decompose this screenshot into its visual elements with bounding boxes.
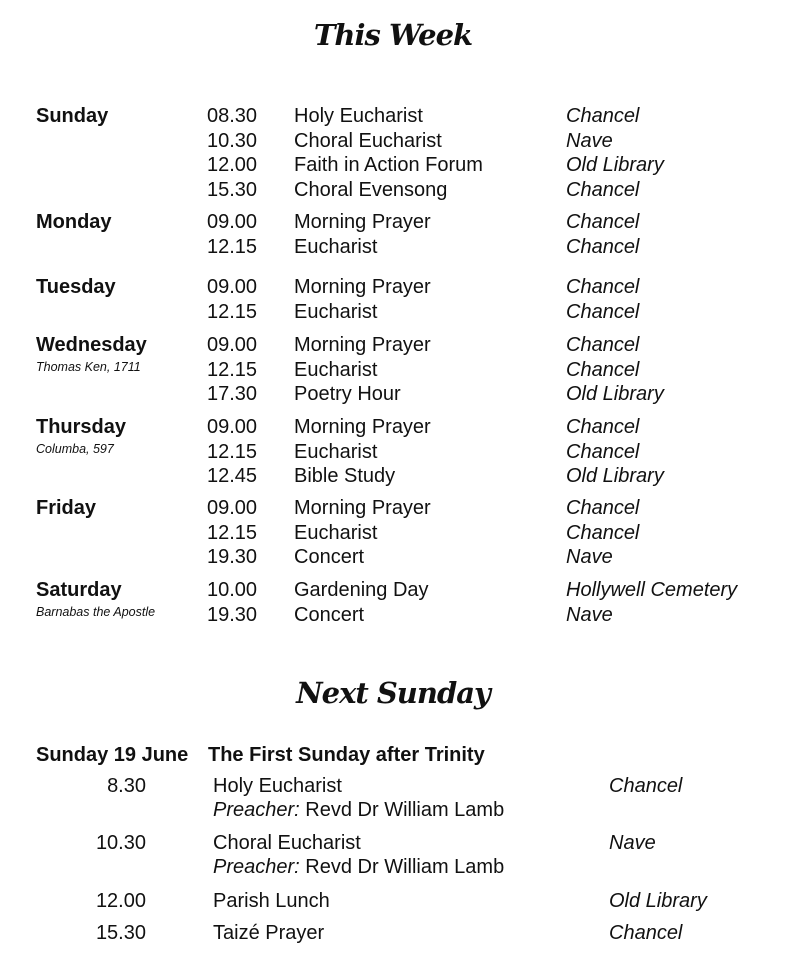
event-service: Eucharist bbox=[294, 235, 378, 258]
event-time: 12.15 bbox=[207, 521, 258, 544]
event-time: 12.45 bbox=[207, 465, 258, 487]
next-event-preacher bbox=[213, 855, 504, 879]
event-service: Morning Prayer bbox=[294, 334, 431, 356]
this-week-title: This Week bbox=[313, 18, 473, 52]
event-time: 09.00 bbox=[207, 416, 258, 438]
event-location: Chancel bbox=[566, 211, 640, 233]
event-location: Chancel bbox=[566, 497, 640, 519]
event-service: Poetry Hour bbox=[294, 383, 401, 405]
day-label: Wednesday bbox=[36, 334, 147, 356]
next-event-location: Chancel bbox=[609, 922, 683, 944]
event-service: Faith in Action Forum bbox=[294, 154, 483, 176]
event-time: 12.15 bbox=[207, 358, 258, 381]
event-time: 12.15 bbox=[207, 235, 258, 258]
next-event-service: Holy Eucharist bbox=[213, 775, 342, 797]
event-time: 09.00 bbox=[207, 497, 258, 519]
event-time: 12.00 bbox=[207, 154, 258, 176]
event-location: Hollywell Cemetery bbox=[566, 579, 738, 601]
event-location: Old Library bbox=[566, 154, 664, 176]
day-commemoration: Barnabas the Apostle bbox=[36, 605, 156, 619]
event-time: 19.30 bbox=[207, 546, 258, 568]
next-event-preacher bbox=[213, 798, 504, 822]
event-service: Eucharist bbox=[294, 358, 378, 381]
event-location: Old Library bbox=[566, 383, 664, 405]
next-sunday-name: The First Sunday after Trinity bbox=[208, 744, 485, 766]
day-label: Friday bbox=[36, 497, 97, 519]
event-service: Eucharist bbox=[294, 440, 378, 463]
preacher-label: Preacher: bbox=[213, 856, 300, 878]
next-sunday-date: Sunday 19 June bbox=[36, 744, 189, 766]
event-location: Nave bbox=[566, 546, 613, 568]
event-time: 08.30 bbox=[207, 105, 258, 127]
event-service: Eucharist bbox=[294, 521, 378, 544]
next-event-location: Nave bbox=[609, 832, 656, 854]
event-location: Chancel bbox=[566, 440, 640, 463]
event-time: 09.00 bbox=[207, 211, 258, 233]
event-time: 12.15 bbox=[207, 440, 258, 463]
event-service: Morning Prayer bbox=[294, 211, 431, 233]
event-location: Chancel bbox=[566, 235, 640, 258]
event-location: Chancel bbox=[566, 276, 640, 298]
next-event-service: Choral Eucharist bbox=[213, 832, 361, 854]
day-label: Monday bbox=[36, 211, 112, 233]
preacher-name: Revd Dr William Lamb bbox=[305, 799, 505, 821]
day-label: Tuesday bbox=[36, 276, 116, 298]
preacher-label: Preacher: bbox=[213, 799, 300, 821]
event-service: Morning Prayer bbox=[294, 416, 431, 438]
event-service: Concert bbox=[294, 546, 365, 568]
day-commemoration: Thomas Ken, 1711 bbox=[36, 360, 141, 374]
event-service: Choral Eucharist bbox=[294, 129, 442, 152]
event-location: Chancel bbox=[566, 334, 640, 356]
event-time: 15.30 bbox=[207, 178, 258, 201]
preacher-name: Revd Dr William Lamb bbox=[305, 856, 505, 878]
event-service: Gardening Day bbox=[294, 579, 429, 601]
event-location: Nave bbox=[566, 603, 613, 626]
day-label: Saturday bbox=[36, 579, 122, 601]
event-service: Morning Prayer bbox=[294, 276, 431, 298]
event-service: Eucharist bbox=[294, 300, 378, 323]
event-time: 10.30 bbox=[207, 129, 258, 152]
event-service: Holy Eucharist bbox=[294, 105, 423, 127]
event-service: Morning Prayer bbox=[294, 497, 431, 519]
event-service: Bible Study bbox=[294, 465, 396, 487]
next-event-time: 8.30 bbox=[107, 775, 146, 797]
event-time: 12.15 bbox=[207, 300, 258, 323]
event-service: Concert bbox=[294, 603, 365, 626]
event-location: Chancel bbox=[566, 416, 640, 438]
next-event-location: Old Library bbox=[609, 890, 707, 912]
next-event-time: 10.30 bbox=[95, 832, 146, 854]
day-label: Sunday bbox=[36, 105, 109, 127]
event-location: Nave bbox=[566, 129, 613, 152]
day-commemoration: Columba, 597 bbox=[36, 442, 114, 456]
event-time: 19.30 bbox=[207, 603, 258, 626]
event-location: Chancel bbox=[566, 521, 640, 544]
next-event-service: Taizé Prayer bbox=[213, 922, 325, 944]
event-time: 09.00 bbox=[207, 276, 258, 298]
event-location: Chancel bbox=[566, 300, 640, 323]
event-location: Old Library bbox=[566, 465, 664, 487]
next-event-location: Chancel bbox=[609, 775, 683, 797]
event-location: Chancel bbox=[566, 105, 640, 127]
next-event-service: Parish Lunch bbox=[213, 890, 330, 912]
next-event-time: 15.30 bbox=[95, 922, 146, 944]
event-time: 09.00 bbox=[207, 334, 258, 356]
event-location: Chancel bbox=[566, 178, 640, 201]
next-sunday-title: Next Sunday bbox=[296, 676, 490, 710]
event-time: 10.00 bbox=[207, 579, 258, 601]
day-label: Thursday bbox=[36, 416, 127, 438]
event-time: 17.30 bbox=[207, 383, 258, 405]
event-service: Choral Evensong bbox=[294, 178, 448, 201]
event-location: Chancel bbox=[566, 358, 640, 381]
next-event-time: 12.00 bbox=[95, 890, 146, 912]
